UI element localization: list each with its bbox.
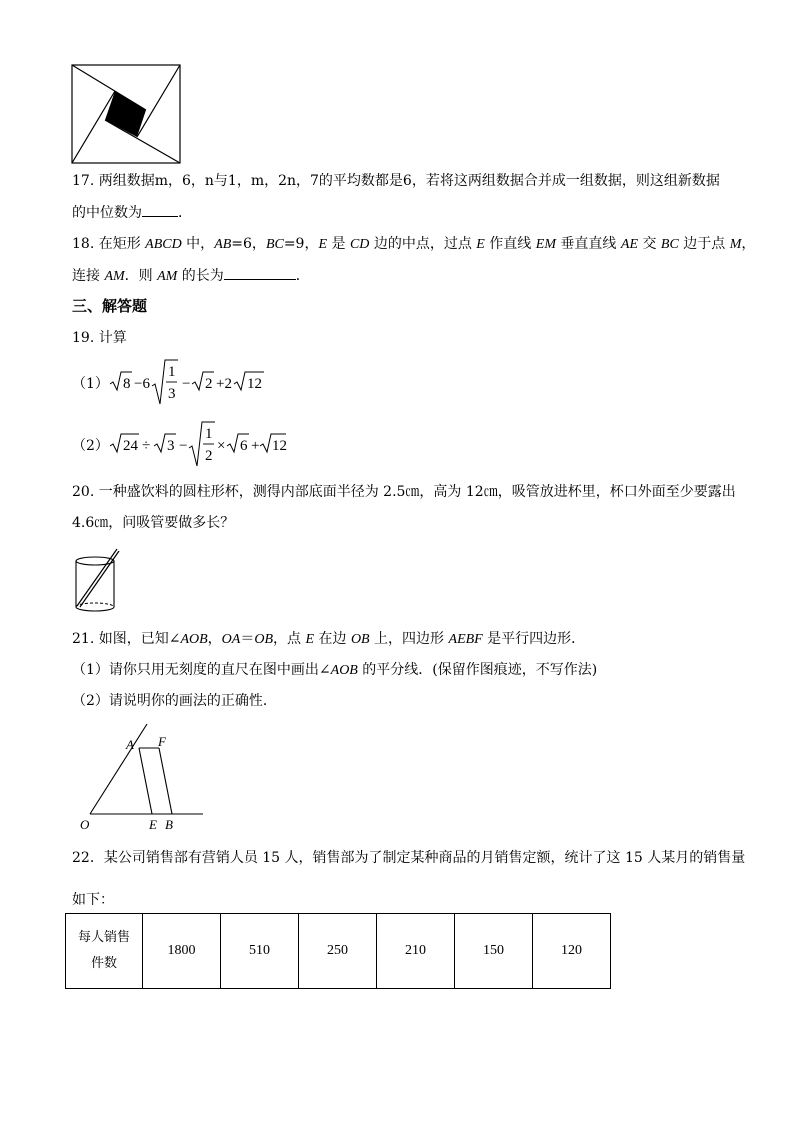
- table-cell: 150: [455, 914, 533, 989]
- q17-line2: [72, 202, 192, 223]
- frac-num: 1: [168, 364, 176, 380]
- var: M: [729, 237, 742, 252]
- frac-num: 1: [205, 426, 213, 442]
- cup-bottom-front: [76, 607, 114, 611]
- text: =6，: [231, 236, 266, 252]
- var: AE: [620, 237, 638, 252]
- q19-title: 19. 计算: [72, 330, 127, 346]
- section-heading: 三、解答题: [72, 297, 148, 315]
- segment-ae: [139, 748, 152, 814]
- radicand-24: 24: [123, 438, 138, 454]
- var: AM: [157, 269, 178, 284]
- q20-line2: 4.6㎝，问吸管要做多长？: [72, 515, 235, 531]
- q17-prefix: 的中位数为: [72, 205, 142, 221]
- text: 交: [638, 236, 661, 252]
- q18-suffix: ．: [295, 268, 310, 284]
- text: 21. 如图，已知∠: [72, 631, 181, 647]
- var: BC: [660, 237, 679, 252]
- text: 垂直直线: [555, 236, 621, 252]
- text: 作直线: [484, 236, 536, 252]
- ray-oa: [90, 724, 147, 814]
- minus-six: −6: [134, 376, 150, 392]
- text: 边的中点，过点: [369, 236, 477, 252]
- text: ＝: [240, 631, 255, 647]
- q17-answer-blank: [142, 202, 178, 217]
- q21-sub2: （2）请说明你的画法的正确性．: [72, 693, 277, 709]
- text: 边于点: [678, 236, 730, 252]
- q19-part1-label: （1）: [72, 376, 109, 392]
- var: AB: [214, 237, 232, 252]
- text: 的平分线．(保留作图痕迹，不写作法): [357, 662, 598, 678]
- label-f: F: [158, 734, 166, 749]
- q18-answer-blank: [224, 265, 296, 280]
- var: BC: [265, 237, 284, 252]
- radicand-3: 3: [167, 438, 175, 454]
- q22-line2: 如下：: [72, 892, 114, 908]
- cup-with-straw-figure: [70, 546, 126, 614]
- table-cell: 1800: [143, 914, 221, 989]
- table-cell: 510: [221, 914, 299, 989]
- text: ．则: [124, 268, 158, 284]
- var: E: [318, 237, 328, 252]
- q17-suffix: ．: [178, 205, 192, 221]
- var: AOB: [180, 632, 208, 647]
- var: CD: [349, 237, 370, 252]
- var: EM: [535, 237, 556, 252]
- q19-part2-label: （2）: [72, 438, 109, 454]
- var: OB: [254, 632, 274, 647]
- var: OA: [221, 632, 241, 647]
- q19-part2-expression: [108, 418, 288, 474]
- times-sign: ×: [217, 438, 226, 454]
- table-cell: 120: [533, 914, 611, 989]
- square-pinwheel-figure: [71, 64, 183, 166]
- label-o: O: [80, 817, 90, 832]
- q19-part1-expression: [108, 356, 268, 412]
- radicand-8: 8: [123, 376, 131, 392]
- var: ABCD: [145, 237, 182, 252]
- text: ，: [207, 631, 222, 647]
- text: ，点: [273, 631, 306, 647]
- angle-parallelogram-figure: [76, 718, 208, 836]
- table-header-cell: [66, 914, 143, 989]
- fold-line-3: [105, 120, 180, 163]
- var: OB: [350, 632, 370, 647]
- label-a: A: [126, 737, 134, 752]
- plus-two: +2: [216, 376, 232, 392]
- header-line-1: 每人销售: [77, 930, 130, 945]
- sales-table: [65, 913, 611, 989]
- table-cell: 250: [299, 914, 377, 989]
- fold-line-4: [72, 91, 115, 163]
- text: 连接: [72, 268, 105, 284]
- text: 是平行四边形．: [482, 631, 586, 647]
- segment-fb: [159, 748, 172, 814]
- q21-sub1: [72, 660, 597, 681]
- text: =9，: [283, 236, 319, 252]
- var: AM: [104, 269, 125, 284]
- q18-line1: [72, 234, 755, 255]
- label-b: B: [165, 817, 173, 832]
- text: 中，: [181, 236, 215, 252]
- minus-sign: −: [182, 376, 191, 392]
- var: AEBF: [448, 632, 483, 647]
- frac-den: 3: [168, 386, 176, 402]
- table-row: [66, 914, 611, 989]
- radicand-12: 12: [247, 376, 262, 392]
- radicand-2: 2: [205, 376, 213, 392]
- var: E: [305, 632, 315, 647]
- plus-sign: +: [251, 438, 260, 454]
- q20-line1: 20. 一种盛饮料的圆柱形杯，测得内部底面半径为 2.5㎝，高为 12㎝，吸管放进杯里，杯口外面至少要露出: [72, 484, 736, 500]
- q21-line1: [72, 629, 585, 650]
- var: E: [476, 237, 485, 252]
- straw-line-2: [80, 551, 119, 607]
- text: ，: [741, 236, 756, 252]
- text: （1）请你只用无刻度的直尺在图中画出∠: [72, 662, 331, 678]
- header-line-2: 件数: [90, 956, 117, 971]
- divide-sign: ÷: [142, 438, 151, 454]
- text: 是: [327, 236, 350, 252]
- q22-line1: 22．某公司销售部有营销人员 15 人，销售部为了制定某种商品的月销售定额，统计了这 15 人某月的销售量: [72, 850, 746, 866]
- radicand-6: 6: [240, 438, 248, 454]
- q18-line2: [72, 265, 310, 287]
- table-cell: 210: [377, 914, 455, 989]
- minus-sign: −: [179, 438, 188, 454]
- radicand-12: 12: [272, 438, 287, 454]
- text: 在边: [314, 631, 351, 647]
- text: 18. 在矩形: [72, 236, 146, 252]
- var: AOB: [330, 663, 358, 678]
- frac-den: 2: [205, 448, 213, 464]
- label-e: E: [149, 817, 157, 832]
- fold-line-2: [137, 65, 180, 137]
- q17-line1: 17. 两组数据m，6，n与1，m，2n，7的平均数都是6，若将这两组数据合并成一组数据，则这组新数据: [72, 173, 720, 189]
- text: 上，四边形: [369, 631, 449, 647]
- text: 的长为: [177, 268, 224, 284]
